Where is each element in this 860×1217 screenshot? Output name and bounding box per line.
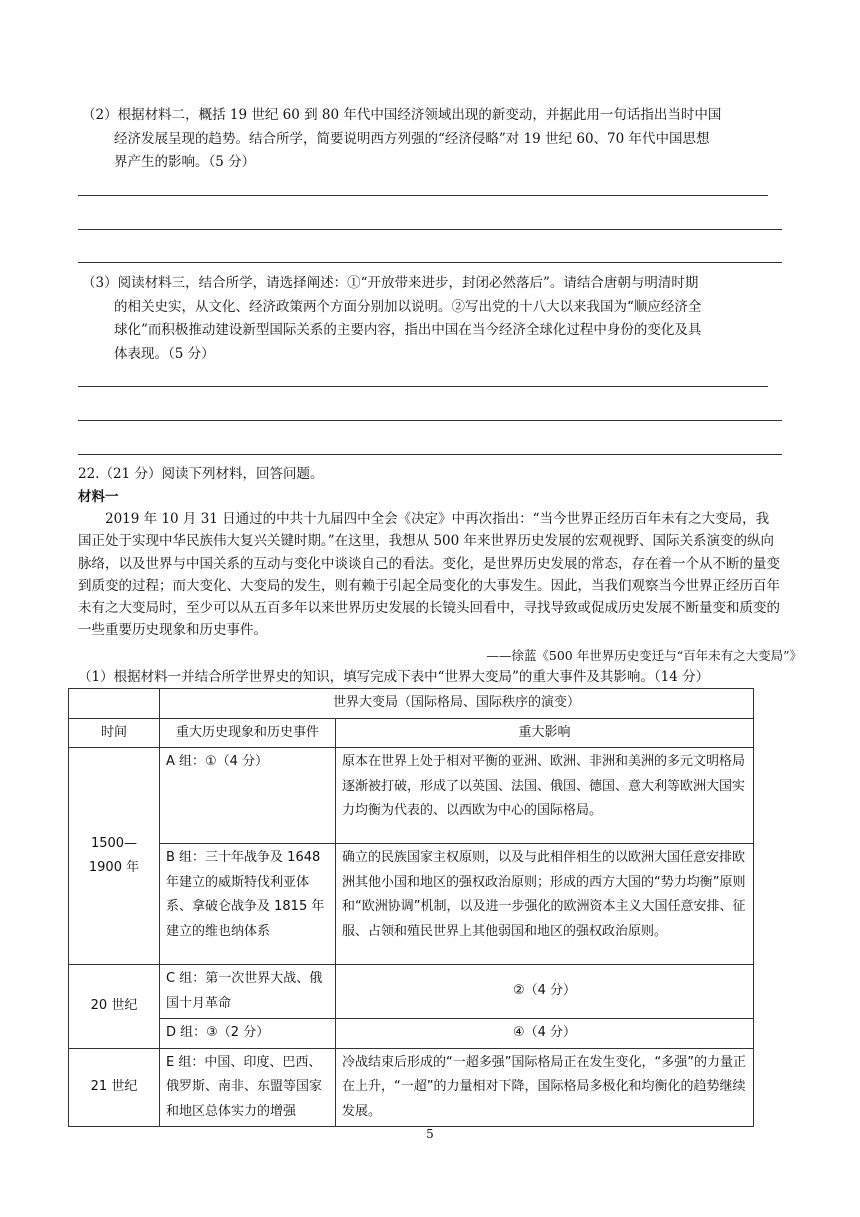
q3-line-1: （3）阅读材料三，结合所学，请选择阐述：①“开放带来进步，封闭必然落后”。请结合唐朝与明清时期 [82, 275, 699, 291]
header-event: 重大历史现象和历史事件 [160, 718, 336, 748]
group-b-impact: 确立的民族国家主权原则，以及与此相伴相生的以欧洲大国任意安排欧洲其他小国和地区的强权政治原则；形成的西方大国的“势力均衡”原则和“欧洲协调”机制，以及进一步强化的欧洲资本主义大国任意安排、征服、占领和殖民世界上其他弱国和地区的强权政治原则。 [336, 844, 754, 965]
group-b-event: B 组：三十年战争及 1648 年建立的威斯特伐利亚体系、拿破仑战争及 1815 年建立的维也纳体系 [160, 844, 336, 965]
answer-line[interactable] [78, 420, 782, 421]
q2-line-2: 经济发展呈现的趋势。结合所学，简要说明西方列强的“经济侵略”对 19 世纪 60、70 年代中国思想 [114, 130, 710, 147]
material-1-label: 材料一 [78, 489, 119, 505]
q2-line-1: （2）根据材料二，概括 19 世纪 60 到 80 年代中国经济领域出现的新变动，并据此用一句话指出当时中国 [82, 107, 722, 123]
question-22-heading: 22.（21 分）阅读下列材料，回答问题。 [78, 466, 324, 482]
table-title: 世界大变局（国际格局、国际秩序的演变） [160, 689, 754, 719]
q3-line-3: 球化”而积极推动建设新型国际关系的主要内容，指出中国在当今经济全球化过程中身份的变化及具 [114, 322, 702, 338]
period-20th-century: 20 世纪 [69, 965, 160, 1049]
answer-line[interactable] [78, 386, 768, 387]
group-a-impact: 原本在世界上处于相对平衡的亚洲、欧洲、非洲和美洲的多元文明格局逐渐被打破，形成了以英国、法国、俄国、德国、意大利等欧洲大国实力均衡为代表的、以西欧为中心的国际格局。 [336, 748, 754, 844]
header-impact: 重大影响 [336, 718, 754, 748]
group-e-impact: 冷战结束后形成的“一超多强”国际格局正在发生变化，“多强”的力量正在上升，“一超”的力量相对下降，国际格局多极化和均衡化的趋势继续发展。 [336, 1048, 754, 1127]
group-a-event[interactable]: A 组：①（4 分） [160, 748, 336, 844]
page-number: 5 [426, 1127, 434, 1141]
group-e-event: E 组：中国、印度、巴西、俄罗斯、南非、东盟等国家和地区总体实力的增强 [160, 1048, 336, 1127]
answer-line[interactable] [78, 195, 768, 196]
q3-line-4: 体表现。（5 分） [114, 345, 215, 362]
sub-question-1: （1）根据材料一并结合所学世界史的知识，填写完成下表中“世界大变局”的重大事件及其影响。（14 分） [78, 669, 710, 685]
material-1-source: ——徐蓝《500 年世界历史变迁与“百年未有之大变局”》 [486, 648, 802, 663]
q2-line-3: 界产生的影响。（5 分） [114, 154, 256, 170]
question-2 [82, 104, 782, 175]
header-time: 时间 [69, 718, 160, 748]
group-c-event: C 组：第一次世界大战、俄国十月革命 [160, 965, 336, 1019]
material-1-text: 2019 年 10 月 31 日通过的中共十九届四中全会《决定》中再次指出：“当今世界正经历百年未有之大变局，我国正处于实现中华民族伟大复兴关键时期。”在这里，我想从 500 年来世界历史发展的宏观视野、国际关系演变的纵向脉络，以及世界与中国关系的互动与变化中谈谈自己的看法。变化，是世界历史发展的常态，存在着一个从不断的量变到质变的过程；而大变化、大变局的发生，则有赖于引起全局变化的大事发生。因此，当我们观察当今世界正经历百年未有之大变局时，至少可以从五百多年以来世界历史发展的长镜头回看中，寻找导致或促成历史发展不断量变和质变的一些重要历史现象和历史事件。 [78, 511, 780, 639]
period-1500-1900: 1500—1900 年 [69, 748, 160, 965]
period-21st-century: 21 世纪 [69, 1048, 160, 1127]
table-corner [69, 689, 160, 719]
answer-line[interactable] [78, 262, 782, 263]
answer-line[interactable] [78, 454, 782, 455]
question-3 [82, 272, 782, 366]
group-c-impact[interactable]: ②（4 分） [336, 965, 754, 1019]
world-change-table [68, 688, 754, 1127]
group-d-event[interactable]: D 组：③（2 分） [160, 1019, 336, 1049]
group-d-impact[interactable]: ④（4 分） [336, 1019, 754, 1049]
q3-line-2: 的相关史实，从文化、经济政策两个方面分别加以说明。②写出党的十八大以来我国为“顺应经济全 [114, 298, 702, 315]
answer-line[interactable] [78, 229, 782, 230]
